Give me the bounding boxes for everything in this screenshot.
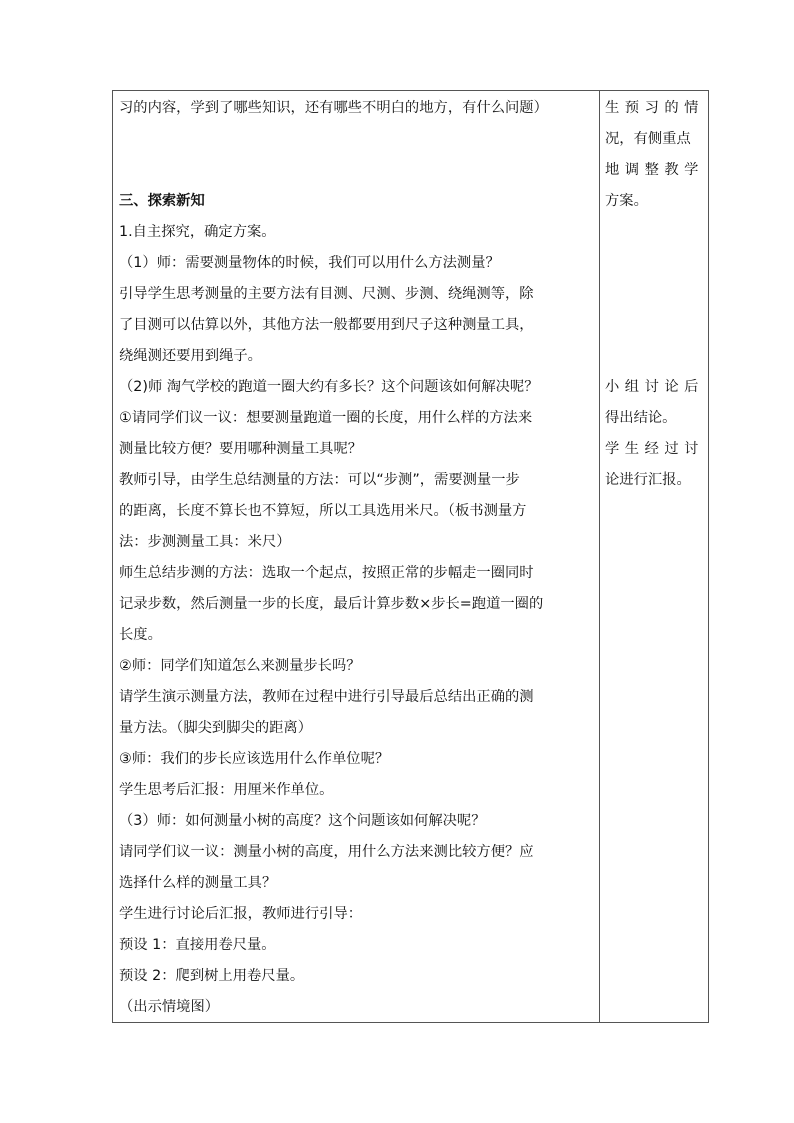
side-note-line: 学生经过讨	[605, 441, 704, 457]
text-line: 预设 1：直接用卷尺量。	[119, 937, 276, 953]
side-note-line: 得出结论。	[605, 410, 677, 426]
text-line: 测量比较方便？要用哪种测量工具呢？	[119, 441, 363, 457]
section-heading: 三、探索新知	[119, 193, 205, 209]
side-note-line: 小组讨论后	[605, 379, 704, 395]
side-note-line: 方案。	[605, 193, 648, 209]
column-divider	[599, 91, 600, 1022]
lesson-plan-table	[112, 90, 709, 1023]
text-line: 1.自主探究，确定方案。	[119, 224, 276, 240]
text-line: 学生进行讨论后汇报，教师进行引导：	[119, 906, 363, 922]
side-note-line: 生预习的情	[605, 100, 704, 116]
text-line: 了目测可以估算以外，其他方法一般都要用到尺子这种测量工具，	[119, 317, 534, 333]
text-line: ①请同学们议一议：想要测量跑道一圈的长度，用什么样的方法来	[119, 410, 533, 426]
teaching-process-column	[119, 93, 595, 1023]
text-line: 习的内容，学到了哪些知识，还有哪些不明白的地方，有什么问题）	[119, 100, 548, 116]
text-line: （3）师：如何测量小树的高度？这个问题该如何解决呢？	[119, 813, 486, 829]
text-line: ②师：同学们知道怎么来测量步长吗？	[119, 658, 361, 674]
text-line: 师生总结步测的方法：选取一个起点，按照正常的步幅走一圈同时	[119, 565, 534, 581]
text-line: 量方法。（脚尖到脚尖的距离）	[119, 720, 313, 736]
text-line: 记录步数，然后测量一步的长度，最后计算步数×步长=跑道一圈的	[119, 596, 544, 612]
text-line: 的距离，长度不算长也不算短，所以工具选用米尺。（板书测量方	[119, 503, 527, 519]
text-line: 法：步测测量工具：米尺）	[119, 534, 291, 550]
text-line: 请同学们议一议：测量小树的高度，用什么方法来测比较方便？应	[119, 844, 534, 860]
text-line: （出示情境图）	[119, 999, 220, 1015]
text-line: （1）师：需要测量物体的时候，我们可以用什么方法测量？	[119, 255, 500, 271]
text-line: 选择什么样的测量工具？	[119, 875, 277, 891]
text-line: 学生思考后汇报：用厘米作单位。	[119, 782, 334, 798]
side-note-line: 论进行汇报。	[605, 472, 691, 488]
text-line: 引导学生思考测量的主要方法有目测、尺测、步测、绕绳测等，除	[119, 286, 534, 302]
side-note-line: 地调整教学	[605, 162, 704, 178]
design-intent-column	[605, 93, 705, 496]
text-line: 长度。	[119, 627, 162, 643]
text-line: 绕绳测还要用到绳子。	[119, 348, 262, 364]
text-line: ③师：我们的步长应该选用什么作单位呢？	[119, 751, 390, 767]
side-note-line: 况，有侧重点	[605, 131, 691, 147]
text-line: 预设 2：爬到树上用卷尺量。	[119, 968, 305, 984]
text-line: 请学生演示测量方法，教师在过程中进行引导最后总结出正确的测	[119, 689, 534, 705]
text-line: 教师引导，由学生总结测量的方法：可以“步测”，需要测量一步	[119, 472, 520, 488]
text-line: （2)师 淘气学校的跑道一圈大约有多长？这个问题该如何解决呢？	[119, 379, 539, 395]
